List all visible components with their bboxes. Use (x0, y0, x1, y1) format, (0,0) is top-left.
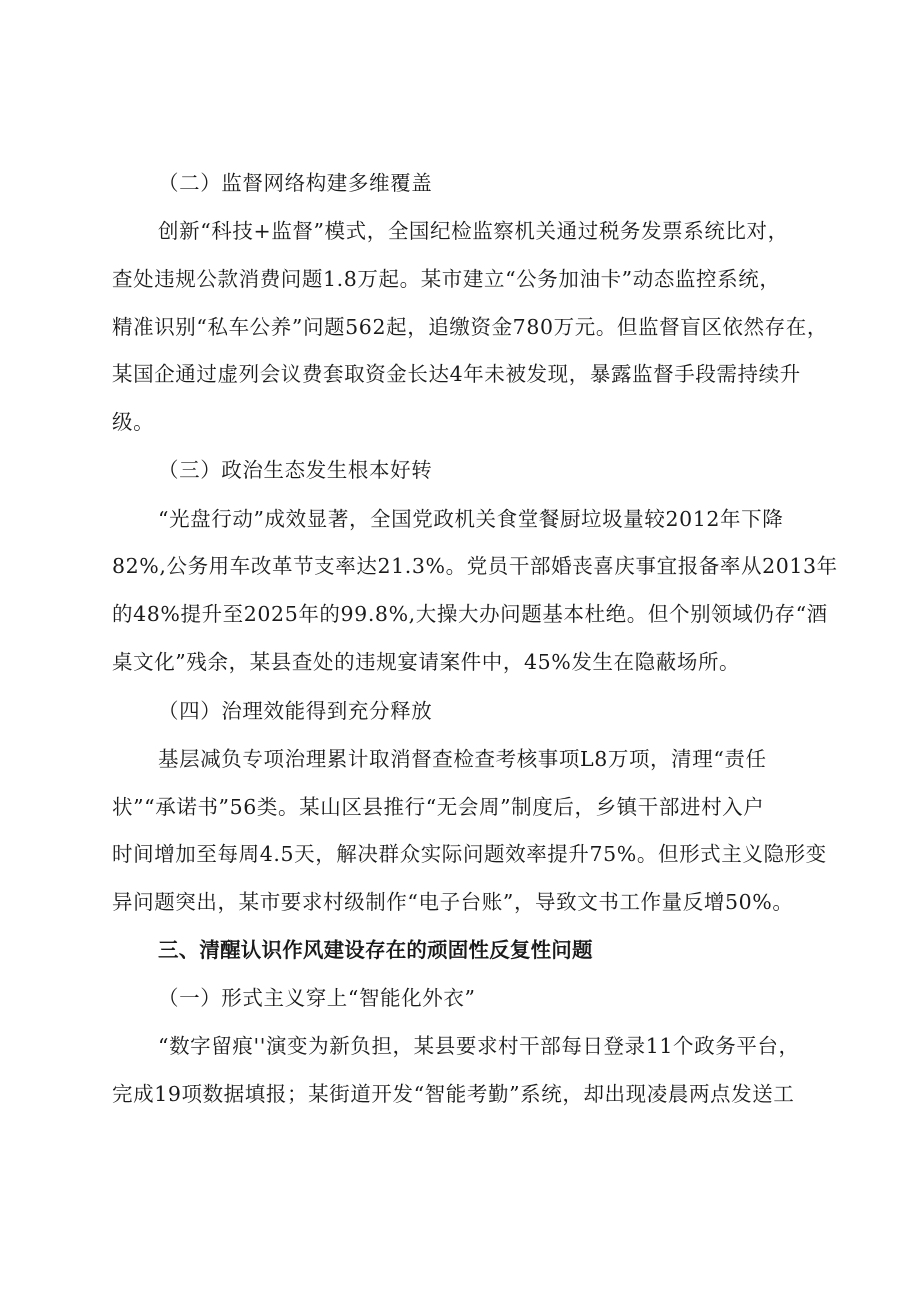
paragraph-line: 时间增加至每周4.5天，解决群众实际问题效率提升75%。但形式主义隐形变 (112, 842, 827, 866)
paragraph-line: 状”“承诺书”56类。某山区县推行“无会周”制度后，乡镇干部进村入户 (112, 795, 765, 819)
subheading-4: （四）治理效能得到充分释放 (158, 699, 433, 723)
subheading-1: （一）形式主义穿上“智能化外衣” (158, 986, 476, 1010)
paragraph-line: 异问题突出，某市要求村级制作“电子台账”，导致文书工作量反增50%。 (112, 890, 794, 914)
paragraph-line: 精准识别“私车公养”问题562起，追缴资金780万元。但监督盲区依然存在， (112, 315, 828, 339)
section-heading-3: 三、清醒认识作风建设存在的顽固性反复性问题 (158, 938, 593, 962)
paragraph-line: 完成19项数据填报；某街道开发“智能考勤”系统，却出现凌晨两点发送工 (112, 1082, 795, 1106)
paragraph-line: 级。 (112, 410, 155, 434)
paragraph-line: “数字留痕''演变为新负担，某县要求村干部每日登录11个政务平台， (158, 1034, 800, 1058)
paragraph-line: 查处违规公款消费问题1.8万起。某市建立“公务加油卡”动态监控系统， (112, 267, 781, 291)
paragraph-line: 基层减负专项治理累计取消督查检查考核事项L8万项，清理“责任 (158, 747, 767, 771)
paragraph-line: “光盘行动”成效显著，全国党政机关食堂餐厨垃圾量较2012年下降 (158, 507, 784, 531)
subheading-2: （二）监督网络构建多维覆盖 (158, 171, 433, 195)
paragraph-line: 82%,公务用车改革节支率达21.3%。党员干部婚丧喜庆事宜报备率从2013年 (112, 554, 838, 578)
paragraph-line: 创新“科技+监督”模式，全国纪检监察机关通过税务发票系统比对， (158, 219, 789, 243)
paragraph-line: 的48%提升至2025年的99.8%,大操大办问题基本杜绝。但个别领域仍存“酒 (112, 602, 828, 626)
paragraph-line: 某国企通过虚列会议费套取资金长达4年未被发现，暴露监督手段需持续升 (112, 362, 801, 386)
subheading-3: （三）政治生态发生根本好转 (158, 458, 433, 482)
paragraph-line: 桌文化”残余，某县查处的违规宴请案件中，45%发生在隐蔽场所。 (112, 650, 741, 674)
